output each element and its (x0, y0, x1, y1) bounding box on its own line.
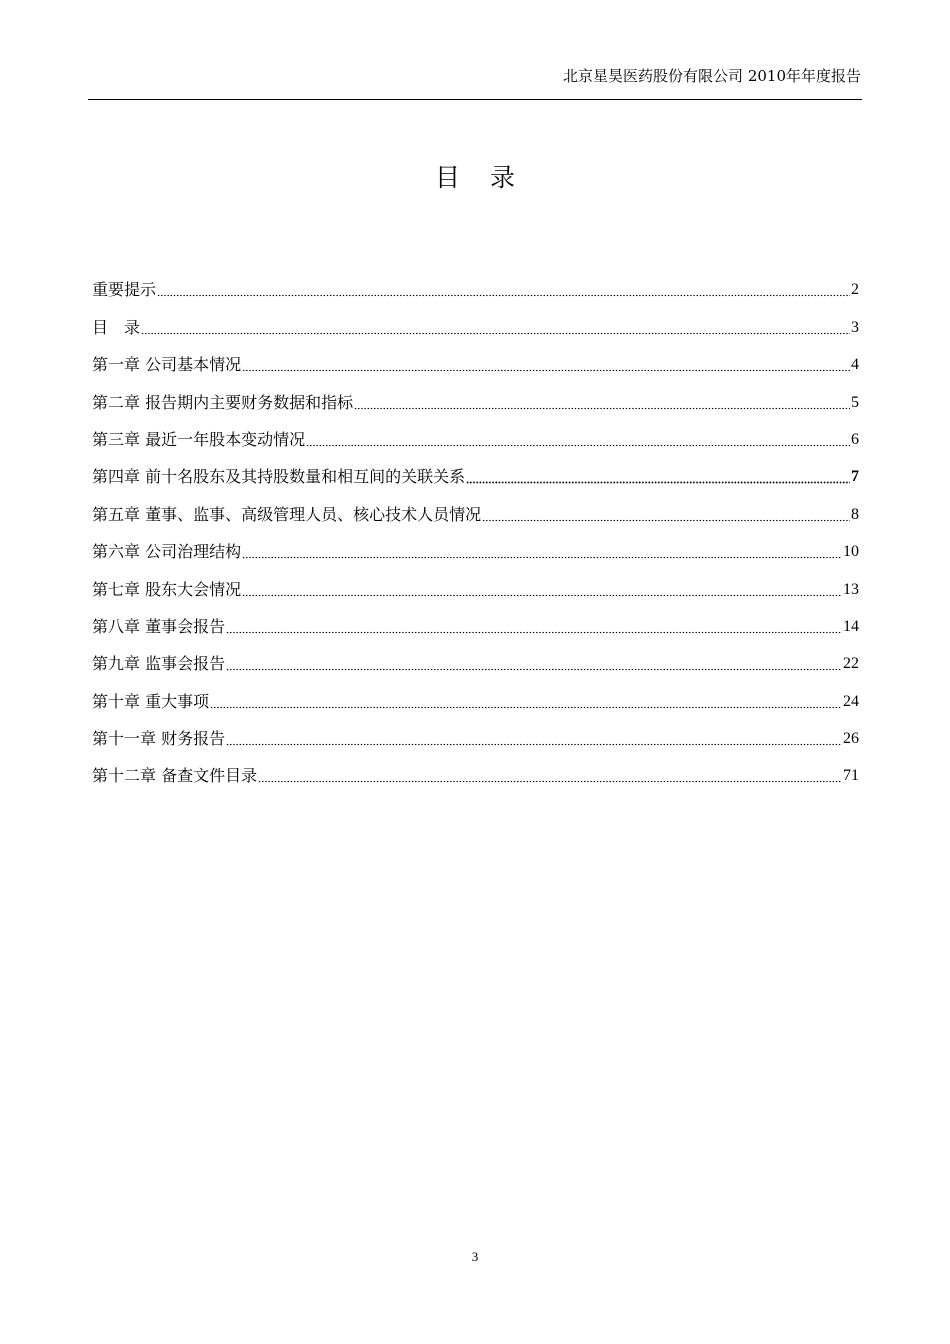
page-title: 目录 (434, 163, 545, 192)
toc-entry-chapter-6[interactable] (92, 528, 859, 565)
toc-entry-contents[interactable] (92, 303, 859, 340)
toc-dot-leader (226, 743, 842, 746)
toc-entry-chapter-12[interactable] (92, 752, 859, 789)
report-running-header: 北京星昊医药股份有限公司 2010年年度报告 (563, 67, 861, 85)
toc-entry-page: 22 (843, 655, 859, 673)
toc-entry-chapter-10[interactable] (92, 677, 859, 714)
toc-entry-label: 第三章 最近一年股本变动情况 (92, 429, 306, 449)
toc-entry-important-notice[interactable] (92, 266, 859, 303)
toc-dot-leader (226, 631, 842, 634)
toc-entry-label: 第九章 监事会报告 (92, 654, 226, 674)
toc-dot-leader (226, 668, 842, 671)
toc-entry-chapter-5[interactable] (92, 490, 859, 527)
toc-dot-leader (466, 481, 850, 484)
toc-entry-page: 6 (851, 430, 859, 448)
toc-entry-label: 第四章 前十名股东及其持股数量和相互间的关联关系 (92, 467, 466, 487)
toc-dot-leader (242, 556, 842, 559)
page-number: 3 (471, 1249, 479, 1264)
toc-entry-chapter-1[interactable] (92, 341, 859, 378)
toc-entry-page: 8 (851, 505, 859, 523)
toc-entry-chapter-3[interactable] (92, 416, 859, 453)
toc-entry-chapter-4[interactable] (92, 453, 859, 490)
toc-entry-label: 第十二章 备查文件目录 (92, 766, 258, 786)
toc-entry-page: 2 (851, 281, 859, 299)
toc-dot-leader (141, 332, 850, 335)
toc-entry-label: 重要提示 (92, 280, 157, 300)
toc-entry-page: 14 (843, 617, 859, 635)
toc-entry-label: 目 录 (92, 317, 141, 337)
toc-dot-leader (482, 519, 850, 522)
toc-entry-page: 71 (843, 767, 859, 785)
toc-entry-page: 5 (851, 393, 859, 411)
toc-entry-page: 4 (851, 356, 859, 374)
toc-entry-label: 第十一章 财务报告 (92, 729, 226, 749)
toc-entry-label: 第一章 公司基本情况 (92, 355, 242, 375)
toc-entry-chapter-7[interactable] (92, 565, 859, 602)
toc-entry-label: 第十章 重大事项 (92, 691, 210, 711)
toc-entry-chapter-11[interactable] (92, 715, 859, 752)
toc-entry-page: 3 (851, 318, 859, 336)
toc-dot-leader (157, 294, 850, 297)
toc-entry-label: 第二章 报告期内主要财务数据和指标 (92, 392, 354, 412)
toc-dot-leader (306, 444, 850, 447)
table-of-contents (92, 266, 859, 789)
toc-entry-label: 第六章 公司治理结构 (92, 542, 242, 562)
toc-dot-leader (258, 780, 842, 783)
toc-entry-chapter-9[interactable] (92, 640, 859, 677)
toc-entry-chapter-2[interactable] (92, 378, 859, 415)
toc-entry-page: 24 (843, 692, 859, 710)
toc-entry-label: 第七章 股东大会情况 (92, 579, 242, 599)
toc-entry-page: 10 (843, 543, 859, 561)
toc-entry-page: 13 (843, 580, 859, 598)
toc-dot-leader (210, 706, 842, 709)
toc-entry-label: 第八章 董事会报告 (92, 616, 226, 636)
toc-entry-page: 26 (843, 730, 859, 748)
toc-dot-leader (354, 407, 850, 410)
toc-entry-label: 第五章 董事、监事、高级管理人员、核心技术人员情况 (92, 504, 482, 524)
toc-entry-page: 7 (851, 468, 859, 486)
toc-entry-chapter-8[interactable] (92, 603, 859, 640)
toc-dot-leader (242, 369, 850, 372)
header-divider (88, 99, 862, 100)
toc-dot-leader (242, 594, 842, 597)
